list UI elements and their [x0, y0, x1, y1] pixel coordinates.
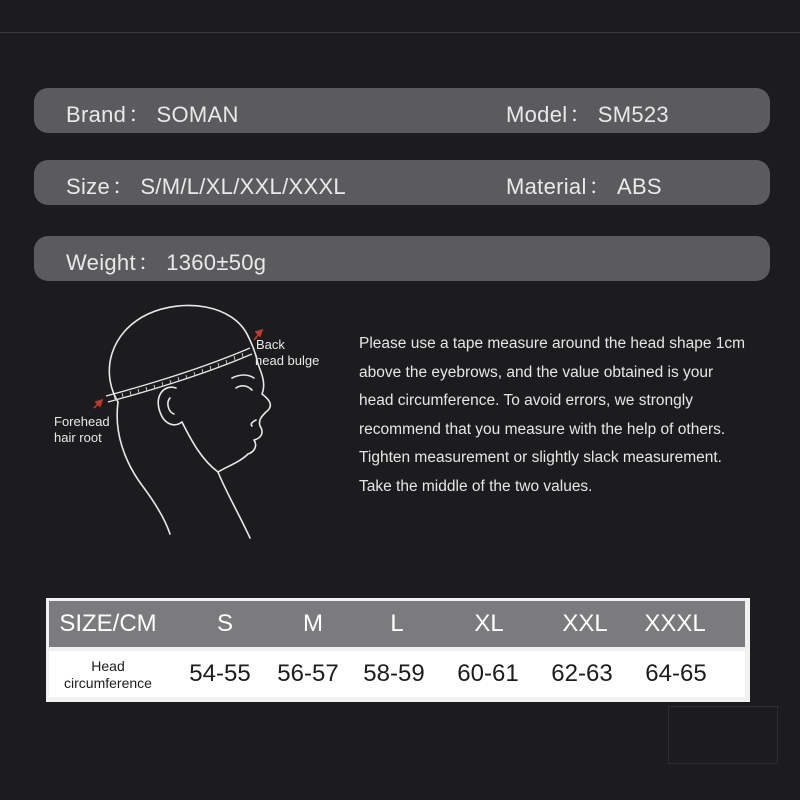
measurement-instructions: Please use a tape measure around the head shape 1cm above the eyebrows, and the value obtained is your head circumference. To avoid errors, we strongly recommend that you measure with the help of others. Tighten measurement or slightly slack measurement. Take the middle of the two values.	[359, 335, 746, 495]
separator: ：	[588, 174, 611, 199]
size-header: L	[390, 610, 404, 637]
size-value: 56-57	[277, 660, 339, 687]
size-value: S/M/L/XL/XXL/XXXL	[140, 174, 346, 199]
brand-spec	[66, 98, 239, 129]
back-label-line2: head bulge	[255, 353, 320, 368]
size-header: XL	[474, 610, 504, 637]
back-label-line1: Back	[256, 337, 285, 352]
model-value: SM523	[597, 102, 669, 127]
model-spec	[506, 98, 669, 129]
material-value: ABS	[616, 174, 662, 199]
material-spec	[506, 170, 662, 201]
size-header: XXL	[562, 610, 608, 637]
weight-label: Weight	[66, 250, 136, 275]
top-divider	[0, 32, 800, 33]
head-measurement-diagram	[48, 292, 348, 542]
size-header: M	[303, 610, 323, 637]
forehead-label-line2: hair root	[54, 430, 102, 445]
size-spec	[66, 170, 346, 201]
size-value: 58-59	[363, 660, 425, 687]
weight-spec	[66, 246, 266, 277]
size-table-header	[49, 601, 745, 647]
brand-value: SOMAN	[156, 102, 239, 127]
size-table	[46, 598, 750, 702]
header-label: SIZE/CM	[59, 610, 157, 637]
size-label: Size	[66, 174, 110, 199]
separator: ：	[137, 250, 161, 275]
size-value: 64-65	[645, 660, 707, 687]
separator: ：	[569, 102, 592, 127]
size-value: 54-55	[189, 660, 251, 687]
size-value: 62-63	[551, 660, 613, 687]
weight-value: 1360±50g	[166, 250, 267, 275]
row-label-line1: Head	[91, 658, 125, 674]
spec-row-weight	[34, 236, 770, 281]
watermark-box	[668, 706, 778, 764]
head-profile-illustration	[48, 292, 348, 542]
row-label	[51, 651, 165, 697]
spec-row-size-material	[34, 160, 770, 205]
model-label: Model	[506, 102, 568, 127]
spec-row-brand-model	[34, 88, 770, 133]
separator: ：	[128, 102, 151, 127]
size-table-row	[49, 651, 745, 697]
row-label-line2: circumference	[64, 675, 152, 691]
size-header: S	[216, 610, 233, 637]
size-header: XXXL	[644, 610, 706, 637]
separator: ：	[112, 174, 135, 199]
material-label: Material	[506, 174, 587, 199]
forehead-label-line1: Forehead	[54, 414, 110, 429]
size-value: 60-61	[457, 660, 519, 687]
brand-label: Brand	[66, 102, 127, 127]
